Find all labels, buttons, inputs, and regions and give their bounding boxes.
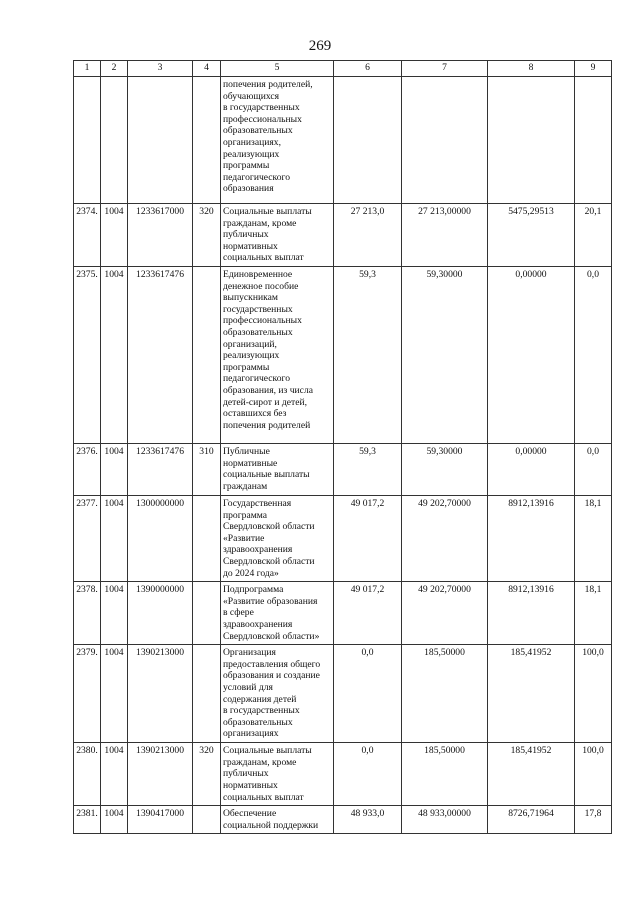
description-line: педагогического xyxy=(223,373,291,385)
table-row xyxy=(74,806,612,834)
description-line: Подпрограмма xyxy=(223,584,284,596)
executed-amount-cell: 0,00000 xyxy=(488,267,575,444)
description-line: Свердловской области» xyxy=(223,630,320,642)
description-line: Социальные выплаты xyxy=(223,206,312,217)
executed-amount-cell: 8726,71964 xyxy=(488,806,575,834)
description-cell xyxy=(221,77,334,204)
description-line: содержания детей xyxy=(223,693,297,705)
description-cell xyxy=(221,444,334,496)
description-line: социальных выплат xyxy=(223,252,304,264)
description-line: в государственных xyxy=(223,705,300,717)
approved-amount-cell: 49 017,2 xyxy=(334,496,402,582)
row-number-cell: 2380. xyxy=(74,743,101,806)
description-cell xyxy=(221,645,334,743)
target-code-cell: 1390417000 xyxy=(128,806,193,834)
description-line: Единовременное xyxy=(223,269,293,280)
description-line: в сфере xyxy=(223,607,254,619)
execution-percent-cell: 18,1 xyxy=(575,582,612,645)
description-line: социальной поддержки xyxy=(223,819,319,831)
budget-amount-cell: 49 202,70000 xyxy=(402,496,488,582)
table-row xyxy=(74,204,612,267)
section-code-cell xyxy=(101,77,128,204)
expense-type-cell xyxy=(193,582,221,645)
executed-amount-cell: 5475,29513 xyxy=(488,204,575,267)
description-line: образования, из числа xyxy=(223,384,313,396)
section-code-cell: 1004 xyxy=(101,204,128,267)
table-row xyxy=(74,267,612,444)
section-code-cell: 1004 xyxy=(101,645,128,743)
column-header: 5 xyxy=(221,61,334,77)
description-line: гражданам, кроме xyxy=(223,756,297,768)
description-line: попечения родителей, xyxy=(223,79,313,90)
description-line: денежное пособие xyxy=(223,280,299,292)
target-code-cell: 1390213000 xyxy=(128,645,193,743)
column-header: 9 xyxy=(575,61,612,77)
table-row xyxy=(74,496,612,582)
approved-amount-cell: 0,0 xyxy=(334,645,402,743)
description-line: программы xyxy=(223,361,270,373)
description-line: Обеспечение xyxy=(223,808,277,820)
approved-amount-cell: 59,3 xyxy=(334,444,402,496)
description-line: программа xyxy=(223,509,268,521)
executed-amount-cell: 0,00000 xyxy=(488,444,575,496)
column-header: 7 xyxy=(402,61,488,77)
budget-amount-cell: 27 213,00000 xyxy=(402,204,488,267)
row-number-cell: 2375. xyxy=(74,267,101,444)
description-cell xyxy=(221,743,334,806)
execution-percent-cell: 20,1 xyxy=(575,204,612,267)
table-row xyxy=(74,645,612,743)
execution-percent-cell: 0,0 xyxy=(575,444,612,496)
description-line: нормативных xyxy=(223,240,278,252)
description-line: образования xyxy=(223,183,274,195)
table-row xyxy=(74,77,612,204)
description-line: гражданам, кроме xyxy=(223,217,297,229)
description-line: образования и создание xyxy=(223,670,320,682)
execution-percent-cell: 17,8 xyxy=(575,806,612,834)
description-line: социальные выплаты xyxy=(223,469,310,481)
target-code-cell: 1390000000 xyxy=(128,582,193,645)
budget-amount-cell xyxy=(402,77,488,204)
row-number-cell: 2377. xyxy=(74,496,101,582)
expense-type-cell xyxy=(193,496,221,582)
expense-type-cell: 320 xyxy=(193,204,221,267)
section-code-cell: 1004 xyxy=(101,496,128,582)
description-cell xyxy=(221,204,334,267)
section-code-cell: 1004 xyxy=(101,806,128,834)
description-cell xyxy=(221,582,334,645)
row-number-cell: 2378. xyxy=(74,582,101,645)
description-line: «Развитие xyxy=(223,532,265,544)
description-line: организациях, xyxy=(223,136,281,148)
target-code-cell: 1300000000 xyxy=(128,496,193,582)
table-row xyxy=(74,743,612,806)
description-line: программы xyxy=(223,160,270,172)
budget-amount-cell: 185,50000 xyxy=(402,645,488,743)
executed-amount-cell: 185,41952 xyxy=(488,743,575,806)
section-code-cell: 1004 xyxy=(101,444,128,496)
description-line: здравоохранения xyxy=(223,544,293,556)
row-number-cell xyxy=(74,77,101,204)
description-cell xyxy=(221,267,334,444)
description-cell xyxy=(221,806,334,834)
column-header: 1 xyxy=(74,61,101,77)
description-cell xyxy=(221,496,334,582)
description-line: Свердловской области xyxy=(223,555,315,567)
target-code-cell: 1233617476 xyxy=(128,267,193,444)
section-code-cell: 1004 xyxy=(101,582,128,645)
execution-percent-cell xyxy=(575,77,612,204)
execution-percent-cell: 0,0 xyxy=(575,267,612,444)
target-code-cell: 1390213000 xyxy=(128,743,193,806)
budget-amount-cell: 48 933,00000 xyxy=(402,806,488,834)
description-line: до 2024 года» xyxy=(223,567,279,579)
description-line: государственных xyxy=(223,303,293,315)
row-number-cell: 2381. xyxy=(74,806,101,834)
budget-amount-cell: 59,30000 xyxy=(402,267,488,444)
description-line: предоставления общего xyxy=(223,658,321,670)
column-header: 8 xyxy=(488,61,575,77)
section-code-cell: 1004 xyxy=(101,743,128,806)
description-line: реализующих xyxy=(223,148,280,160)
column-header: 6 xyxy=(334,61,402,77)
row-number-cell: 2376. xyxy=(74,444,101,496)
expense-type-cell: 310 xyxy=(193,444,221,496)
description-line: Социальные выплаты xyxy=(223,745,312,757)
description-line: социальных выплат xyxy=(223,791,304,803)
description-line: Организация xyxy=(223,647,276,659)
budget-amount-cell: 59,30000 xyxy=(402,444,488,496)
description-line: в государственных xyxy=(223,102,300,114)
expense-type-cell xyxy=(193,806,221,834)
execution-percent-cell: 18,1 xyxy=(575,496,612,582)
executed-amount-cell: 8912,13916 xyxy=(488,496,575,582)
column-number-row xyxy=(74,61,612,77)
description-line: профессиональных xyxy=(223,315,302,327)
target-code-cell: 1233617000 xyxy=(128,204,193,267)
approved-amount-cell: 59,3 xyxy=(334,267,402,444)
description-line: профессиональных xyxy=(223,113,302,125)
description-line: образовательных xyxy=(223,125,293,137)
description-line: нормативных xyxy=(223,779,278,791)
expense-type-cell: 320 xyxy=(193,743,221,806)
approved-amount-cell: 0,0 xyxy=(334,743,402,806)
column-header: 4 xyxy=(193,61,221,77)
description-line: Государственная xyxy=(223,498,292,509)
approved-amount-cell: 48 933,0 xyxy=(334,806,402,834)
table-row xyxy=(74,582,612,645)
description-line: гражданам xyxy=(223,480,268,492)
description-line: детей-сирот и детей, xyxy=(223,396,308,408)
description-line: «Развитие образования xyxy=(223,595,318,607)
description-line: образовательных xyxy=(223,716,293,728)
description-line: педагогического xyxy=(223,171,291,183)
executed-amount-cell: 8912,13916 xyxy=(488,582,575,645)
budget-table xyxy=(73,60,612,834)
column-header: 3 xyxy=(128,61,193,77)
target-code-cell: 1233617476 xyxy=(128,444,193,496)
budget-amount-cell: 185,50000 xyxy=(402,743,488,806)
description-line: здравоохранения xyxy=(223,618,293,630)
section-code-cell: 1004 xyxy=(101,267,128,444)
execution-percent-cell: 100,0 xyxy=(575,645,612,743)
approved-amount-cell: 27 213,0 xyxy=(334,204,402,267)
expense-type-cell xyxy=(193,267,221,444)
description-line: организаций, xyxy=(223,338,277,350)
description-line: обучающихся xyxy=(223,90,280,102)
column-header: 2 xyxy=(101,61,128,77)
description-line: реализующих xyxy=(223,350,280,362)
description-line: организациях xyxy=(223,728,279,740)
expense-type-cell xyxy=(193,77,221,204)
budget-amount-cell: 49 202,70000 xyxy=(402,582,488,645)
description-line: выпускникам xyxy=(223,292,278,304)
row-number-cell: 2379. xyxy=(74,645,101,743)
description-line: публичных xyxy=(223,229,269,241)
executed-amount-cell xyxy=(488,77,575,204)
page-number: 269 xyxy=(308,38,332,54)
row-number-cell: 2374. xyxy=(74,204,101,267)
description-line: Публичные xyxy=(223,446,270,457)
executed-amount-cell: 185,41952 xyxy=(488,645,575,743)
table-row xyxy=(74,444,612,496)
target-code-cell xyxy=(128,77,193,204)
description-line: образовательных xyxy=(223,326,293,338)
description-line: условий для xyxy=(223,681,273,693)
approved-amount-cell xyxy=(334,77,402,204)
description-line: публичных xyxy=(223,768,269,780)
approved-amount-cell: 49 017,2 xyxy=(334,582,402,645)
description-line: оставшихся без xyxy=(223,408,287,420)
description-line: нормативные xyxy=(223,457,278,469)
expense-type-cell xyxy=(193,645,221,743)
execution-percent-cell: 100,0 xyxy=(575,743,612,806)
description-line: Свердловской области xyxy=(223,521,315,533)
description-line: попечения родителей xyxy=(223,419,311,431)
